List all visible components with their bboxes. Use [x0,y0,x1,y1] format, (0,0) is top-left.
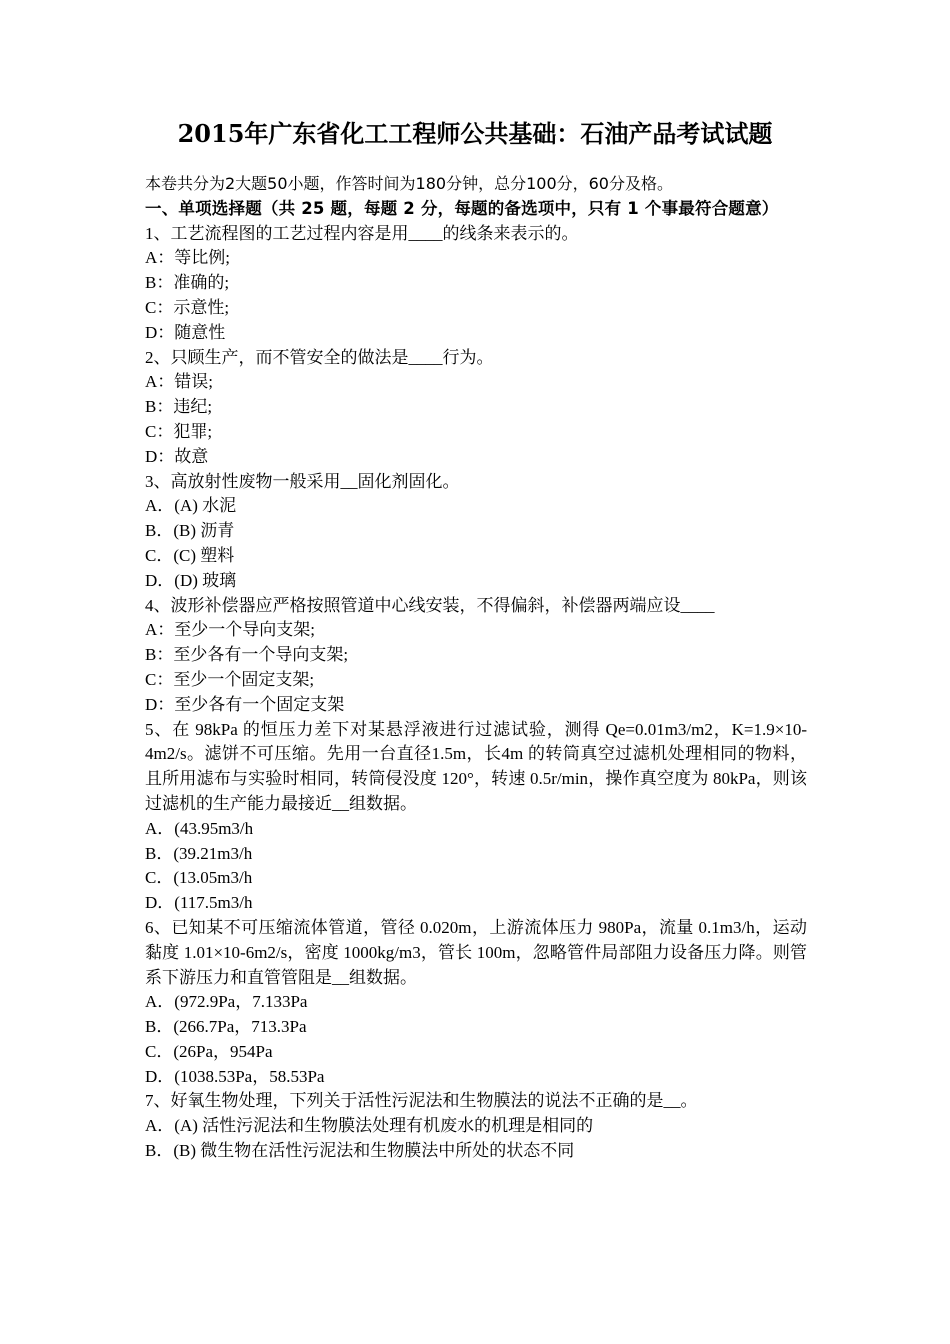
option-a: A．(972.9Pa，7.133Pa [145,992,308,1012]
document-body [145,172,807,1164]
option-c: C：犯罪; [145,421,213,441]
option-c: C：示意性; [145,297,230,317]
question-stem: 2、只顾生产，而不管安全的做法是____行为。 [145,347,494,367]
question-stem: 6、已知某不可压缩流体管道，管径 0.020m，上游流体压力 980Pa，流量 0.1m3/h，运动黏度 1.01×10-6m2/s，密度 1000kg/m3，管长 100m，忽略管件局部阻力设备压力降。则管系下游压力和直管管阻是__组数据。 [145,917,807,987]
option-d: D：随意性 [145,322,226,342]
option-d: D．(1038.53Pa，58.53Pa [145,1066,325,1086]
question-stem: 4、波形补偿器应严格按照管道中心线安装，不得偏斜，补偿器两端应设____ [145,595,715,615]
question-stem: 7、好氧生物处理，下列关于活性污泥法和生物膜法的说法不正确的是__。 [145,1091,698,1111]
option-b: B．(266.7Pa，713.3Pa [145,1017,307,1037]
option-c: C：至少一个固定支架; [145,669,315,689]
option-c: C．(C) 塑料 [145,545,235,565]
option-c: C．(13.05m3/h [145,868,253,888]
option-b: B．(B) 微生物在活性污泥法和生物膜法中所处的状态不同 [145,1141,575,1161]
question-4 [145,594,807,718]
option-b: B：违纪; [145,397,213,417]
question-stem: 1、工艺流程图的工艺过程内容是用____的线条来表示的。 [145,223,579,243]
option-a: A．(A) 活性污泥法和生物膜法处理有机废水的机理是相同的 [145,1116,594,1136]
option-b: B．(B) 沥青 [145,521,235,541]
option-d: D：至少各有一个固定支架 [145,694,345,714]
question-5 [145,718,807,916]
question-1 [145,222,807,346]
option-b: B．(39.21m3/h [145,843,253,863]
section-heading: 一、单项选择题（共 25 题，每题 2 分，每题的备选项中，只有 1 个事最符合题意） [145,198,779,218]
option-d: D．(D) 玻璃 [145,570,237,590]
option-a: A：至少一个导向支架; [145,620,315,640]
question-3 [145,470,807,594]
option-a: A：等比例; [145,248,230,268]
question-stem: 3、高放射性废物一般采用__固化剂固化。 [145,471,460,491]
question-6 [145,916,807,1090]
question-2 [145,346,807,470]
option-a: A．(43.95m3/h [145,818,254,838]
option-a: A．(A) 水泥 [145,496,237,516]
option-d: D：故意 [145,446,209,466]
option-b: B：至少各有一个导向支架; [145,645,349,665]
option-b: B：准确的; [145,273,230,293]
exam-intro: 本卷共分为2大题50小题，作答时间为180分钟，总分100分，60分及格。 [145,174,673,193]
question-stem: 5、在 98kPa 的恒压力差下对某悬浮液进行过滤试验，测得 Qe=0.01m3/m2，K=1.9×10-4m2/s。滤饼不可压缩。先用一台直径1.5m，长4m 的转筒真空过滤机处理相同的物料，且所用滤布与实验时相同，转筒侵没度 120°，转速 0.5r/min，操作真空度为 80kPa，则该过滤机的生产能力最接近__组数据。 [145,719,807,813]
option-a: A：错误; [145,372,213,392]
question-7 [145,1089,807,1163]
page-title: 2015年广东省化工工程师公共基础：石油产品考试试题 [177,119,773,148]
option-c: C．(26Pa，954Pa [145,1041,273,1061]
option-d: D．(117.5m3/h [145,893,253,913]
